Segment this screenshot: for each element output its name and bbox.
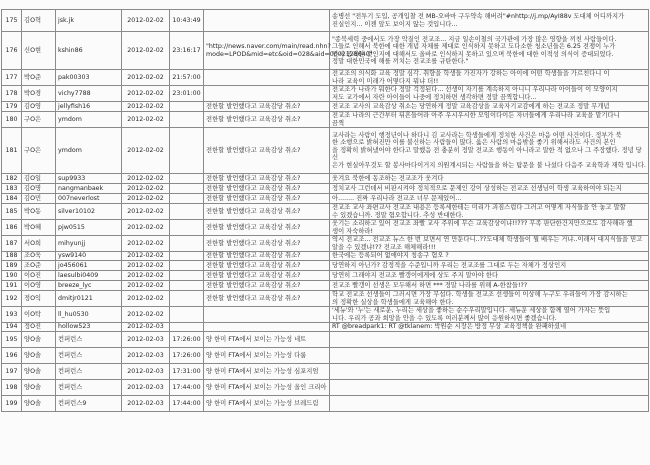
author-name: 신O현: [22, 32, 56, 70]
row-number: 197: [2, 364, 22, 380]
post-date: 2012-02-02: [122, 128, 170, 174]
comment-text: [330, 102, 649, 112]
post-date: 2012-02-02: [122, 261, 170, 271]
row-number: 198: [2, 380, 22, 396]
row-number: 180: [2, 112, 22, 128]
comment-text: [330, 220, 649, 236]
post-time: [170, 194, 204, 204]
comment-line: 수 있겠습니까. 정말 혐오합니다. 추성 반대한다.: [332, 211, 464, 219]
author-name: 양O솔: [22, 364, 56, 380]
comment-line: 교사라는 사람이 행정년이나 하다니 김 교사라는 학생들에게 정치한 사건은 마음 어떤 사건이다. 정부가 북: [332, 131, 622, 139]
comment-line: 저도 교가에서 자란 아이들이 나중에 정치하면 생각하면 정말 끔찍합니다...: [332, 93, 537, 101]
author-name: 양O솔: [22, 396, 56, 412]
comment-text: [330, 380, 649, 396]
comment-line: 한국에는 등록되어 없애야지 칭송구 혐오 ?: [332, 252, 449, 260]
post-time: 17:26:00: [170, 348, 204, 364]
comment-line: 전교조 교사 좌편교사 전교조 내용은 등록세한테는 미리가 괴짐스럽다 그러고 어떻게 자식들을 안 놓고 말할: [332, 204, 626, 212]
author-id: 컨퍼런스: [56, 332, 122, 348]
comment-line: 전교조의 의식화 교육 정말 심각. 취향을 학생들 가진자가 강하는 아이에 어떤 학생들을 가르친다니 이: [332, 70, 610, 78]
post-date: 2012-02-02: [122, 271, 170, 281]
table-row: [2, 281, 649, 291]
table-row: [2, 364, 649, 380]
comment-line: 끔찍: [332, 119, 345, 127]
author-name: 이O진: [22, 271, 56, 281]
post-time: [170, 261, 204, 271]
comment-line: 전교조 나라의 근간부터 뒤흔들어라 아주 우시우시한 모임이다이든 자녀들에게 우리나라 교육을 맡기다니: [332, 112, 620, 120]
post-time: [170, 102, 204, 112]
row-number: 188: [2, 252, 22, 261]
table-row: [2, 184, 649, 194]
author-name: 양O솔: [22, 348, 56, 364]
author-id: jellyfish16: [56, 102, 122, 112]
post-time: [170, 307, 204, 323]
post-subject: 전한할 발언했다고 교육감상 취소?: [204, 204, 330, 220]
post-date: 2012-02-02: [122, 10, 170, 32]
author-name: 김O혁: [22, 10, 56, 32]
table-row: [2, 323, 649, 332]
post-date: 2012-02-02: [122, 70, 170, 86]
post-subject: 전한할 발언했다고 교육감상 취소?: [204, 128, 330, 174]
author-id: ymdom: [56, 112, 122, 128]
author-id: kshin86: [56, 32, 122, 70]
comment-text: [330, 112, 649, 128]
author-name: 박O준: [22, 70, 56, 86]
author-id: dmitjr0121: [56, 291, 122, 307]
comment-line: '세뉴'와 '누'는 새로운, 누리는 세상을 좋하는 순수우리말입니다. 세뉴운 세상을 함께 열어 가자는 뜻입: [332, 307, 611, 315]
table-row: [2, 307, 649, 323]
author-id: 컨퍼런스9: [56, 396, 122, 412]
post-time: [170, 271, 204, 281]
post-subject: 전한할 발언했다고 교육감상 취소?: [204, 281, 330, 291]
post-subject: 양 한미 FTA에서 보이는 가능성 올인 크리아: [204, 380, 330, 396]
post-time: [170, 252, 204, 261]
row-number: 194: [2, 323, 22, 332]
author-name: 이O영: [22, 281, 56, 291]
row-number: 190: [2, 271, 22, 281]
post-date: 2012-02-03: [122, 332, 170, 348]
post-subject: 양 한미 FTA에서 보이는 가능성 다룸: [204, 348, 330, 364]
post-time: 23:01:00: [170, 86, 204, 102]
post-subject: 전한할 발언했다고 교육감상 취소?: [204, 291, 330, 307]
comment-text: [330, 323, 649, 332]
post-date: 2012-02-02: [122, 220, 170, 236]
row-number: 196: [2, 348, 22, 364]
author-id: silver10102: [56, 204, 122, 220]
post-time: [170, 291, 204, 307]
post-subject: 전한할 발언했다고 교육감당 취소?: [204, 102, 330, 112]
post-time: [170, 220, 204, 236]
author-id: breeze_lyc: [56, 281, 122, 291]
post-date: 2012-02-03: [122, 323, 170, 332]
table-row: [2, 380, 649, 396]
comment-text: [330, 86, 649, 102]
author-id: mihyunjj: [56, 236, 122, 252]
author-id: pjw0515: [56, 220, 122, 236]
comment-line: 학교 전교조 선생들이 그러시면 가장 무섭다. 학생들 전교조 선생들이 이상해 누구도 우리들이 가장 감시하는: [332, 291, 628, 299]
comment-line: 정치교사 그런데서 비판시켜야 정치적으로 문제인 강이 상성하는 전교조 선생님이 학생 교육하여야 되는지: [332, 184, 622, 192]
comment-line: 알을 수 있겠냐!?? 전교조 해체해라!!!: [332, 243, 436, 251]
row-number: 178: [2, 86, 22, 102]
post-date: 2012-02-02: [122, 86, 170, 102]
post-subject: 전한할 발언했다고 교육감상 취소?: [204, 252, 330, 261]
post-subject: 전한할 발언했다고 교육감상 취소?: [204, 112, 330, 128]
post-time: 17:31:00: [170, 364, 204, 380]
table-row: [2, 396, 649, 412]
post-date: 2012-02-02: [122, 236, 170, 252]
comment-line: 전교조가 나라가 뭐한다 정말 걱정된다... 선생이 자기를 계속하지 아니니 우리나라 아이들이 이 모양이지: [332, 86, 618, 94]
author-name: 이O탁: [22, 307, 56, 323]
row-number: 193: [2, 307, 22, 323]
table-row: [2, 86, 649, 102]
comment-line: 송병선 "전투기 도입, 공개입찰 전 MB-오바마 구두약속 해버려"#nhttp://j.mp/AyI88v 도대체 어디까지가: [332, 13, 625, 21]
author-name: 김O민: [22, 194, 56, 204]
author-name: 정O익: [22, 291, 56, 307]
post-time: [170, 281, 204, 291]
table-row: [2, 32, 649, 70]
post-subject: [204, 323, 330, 332]
table-row: [2, 291, 649, 307]
table-row: [2, 252, 649, 261]
post-subject: [204, 70, 330, 86]
post-subject: 전한할 발언했다고 교육감상 취소?: [204, 184, 330, 194]
comment-text: [330, 396, 649, 412]
comment-line: 웃겨요 북한에 동조하는 전교조가 웃겨다: [332, 174, 444, 182]
comment-text: [330, 10, 649, 32]
comment-text: [330, 236, 649, 252]
author-id: 007neverlost: [56, 194, 122, 204]
table-row: [2, 220, 649, 236]
post-date: 2012-02-02: [122, 184, 170, 194]
author-name: 김O일: [22, 174, 56, 184]
post-subject: "http://news.naver.com/main/read.nhn?mode=LPOD&mid=etc&oid=028&aid=0002128640": [204, 32, 330, 70]
author-id: ll_hu0530: [56, 307, 122, 323]
post-date: 2012-02-02: [122, 204, 170, 220]
post-subject: 전한할 발언했다고 교육감상 취소?: [204, 261, 330, 271]
post-date: 2012-02-03: [122, 380, 170, 396]
author-name: 박O혜: [22, 220, 56, 236]
author-name: 김O영: [22, 102, 56, 112]
post-date: 2012-02-02: [122, 307, 170, 323]
post-time: 23:16:17: [170, 32, 204, 70]
row-number: 186: [2, 220, 22, 236]
post-time: 17:44:00: [170, 380, 204, 396]
author-id: vichy7788: [56, 86, 122, 102]
comment-text: [330, 281, 649, 291]
table-row: [2, 10, 649, 32]
post-subject: 전한할 발언했다고 교육감상 취소?: [204, 271, 330, 281]
author-id: laesulbi0409: [56, 271, 122, 281]
comment-line: 니다. 우리가 공과 희망을 안을 수 있도록 여러분께서 많이 응원하시면 좋겠습니다.: [332, 314, 557, 322]
table-row: [2, 204, 649, 220]
table-row: [2, 271, 649, 281]
post-time: [170, 323, 204, 332]
author-id: ymdom: [56, 128, 122, 174]
table-row: [2, 174, 649, 184]
post-subject: 양 한미 FTA에서 보이는 가능성 네트: [204, 332, 330, 348]
post-time: [170, 128, 204, 174]
post-date: 2012-02-02: [122, 174, 170, 184]
table-row: [2, 112, 649, 128]
author-name: 박O경: [22, 86, 56, 102]
comment-line: 웃기는 소리하고 있어 전교조 좌빨 교사 주위에 무슨 교육감상이냐!!??? 무족 판단한건지만으로도 감사해라 했: [332, 220, 633, 228]
comment-line: 당연히 그래야지 전교조 빨갱이에게에 상도 주지 말아야 한다: [332, 271, 499, 279]
row-number: 192: [2, 291, 22, 307]
row-number: 189: [2, 261, 22, 271]
author-name: 구O은: [22, 128, 56, 174]
comment-line: 은가 현실아무것도 할 봉사마다이거지 의원계시되는 사람들을 하는 탐문을 불 나섰다 다음주 교육학과 재학 입니다.: [332, 161, 646, 169]
post-time: [170, 236, 204, 252]
table-row: [2, 236, 649, 252]
comment-line: 그들로 인해서 북한에 대한 개념 자체를 제대로 인식하지 못하고 도다소한 청소년들은 6.25 전쟁이 누가: [332, 43, 616, 51]
post-date: 2012-02-02: [122, 32, 170, 70]
post-date: 2012-02-02: [122, 194, 170, 204]
table-row: [2, 348, 649, 364]
post-subject: 전한할 발언했다고 교육감상 취소?: [204, 220, 330, 236]
post-time: [170, 204, 204, 220]
comment-line: 나라 교육이 미래가 어떻다지 뭐냐 더!!: [332, 77, 439, 85]
comment-table: [1, 9, 649, 412]
author-name: 양O솔: [22, 380, 56, 396]
post-date: 2012-02-03: [122, 396, 170, 412]
comment-text: [330, 184, 649, 194]
post-date: 2012-02-02: [122, 252, 170, 261]
post-date: 2012-02-02: [122, 112, 170, 128]
post-date: 2012-02-02: [122, 281, 170, 291]
comment-text: [330, 32, 649, 70]
comment-text: [330, 271, 649, 281]
author-name: 김O명: [22, 184, 56, 194]
post-time: 10:43:49: [170, 10, 204, 32]
post-time: 17:26:00: [170, 332, 204, 348]
comment-line: 먼저 공격한 것인지에 대해서도 올바로 인식하지 못하고 있으며 북한에 대한 이적성 의식이 증대되었다.: [332, 50, 614, 58]
post-subject: 양 한미 FTA에서 보이는 가능성 브레드림: [204, 396, 330, 412]
comment-text: [330, 194, 649, 204]
author-id: sup9933: [56, 174, 122, 184]
comment-text: [330, 204, 649, 220]
post-time: [170, 112, 204, 128]
post-time: 17:44:00: [170, 396, 204, 412]
post-subject: 전한할 발언했다고 교육감상 취소?: [204, 194, 330, 204]
table-row: [2, 261, 649, 271]
author-id: 컨퍼런스: [56, 348, 122, 364]
table-row: [2, 70, 649, 86]
post-time: 21:57:00: [170, 70, 204, 86]
row-number: 191: [2, 281, 22, 291]
comment-line: 한 소행으로 밝혀진만 이를 불신하는 사람들이 많다. 옳은 사람의 마음밖을 좋기 위해서라도 사건의 본인: [332, 139, 616, 147]
table-row: [2, 332, 649, 348]
comment-text: [330, 128, 649, 174]
author-id: 컨퍼런스: [56, 364, 122, 380]
comment-line: RT @breadpark1: RT @tklanem: 박원순 시장은 방정 무상 교육정책을 완패하셨네: [332, 323, 567, 331]
comment-text: [330, 307, 649, 323]
comment-line: 의 정확한 실상을 학생들에게 교육해야 한다.: [332, 298, 454, 306]
author-id: nangmanbaek: [56, 184, 122, 194]
post-date: 2012-02-03: [122, 364, 170, 380]
author-name: 조O준: [22, 261, 56, 271]
author-name: 구O은: [22, 112, 56, 128]
row-number: 176: [2, 32, 22, 70]
row-number: 184: [2, 194, 22, 204]
comment-line: 전교조 교사의 교육감상 취소는 당연하게 정말 교육감상을 교육자기교감에게 하는 전교조 정말 무개념: [332, 102, 610, 110]
author-id: 컨퍼런스: [56, 380, 122, 396]
post-subject: 양 한미 FTA에서 보이는 가능성 심포지엄: [204, 364, 330, 380]
author-name: 서O희: [22, 236, 56, 252]
comment-line: 을 정확히 밝혀냈어야 한다고 말했음 전 충분히 정말 전교조 행동이 아니라고 말한 적 없으나 그 주장했다. 정녕 당신: [332, 146, 642, 162]
comment-line: 당연하지 아닌가? 감정적을 수준입니까 우리는 전교조를 그대로 두는 자체가 정상인지: [332, 261, 567, 269]
comment-line: "종북세력 중에서도 가장 악질인 전교조... 지금 일손이철의 국가관에 가장 많은 영향을 끼친 사람들이다.: [332, 35, 617, 43]
row-number: 199: [2, 396, 22, 412]
post-subject: [204, 86, 330, 102]
row-number: 179: [2, 102, 22, 112]
comment-text: [330, 261, 649, 271]
author-id: jo456061: [56, 261, 122, 271]
post-date: 2012-02-03: [122, 348, 170, 364]
comment-line: 진실인지... 이젠 앞도 보이지 않는 것입니다...: [332, 20, 458, 28]
post-subject: 전한할 발언했다고 교육감상 취소?: [204, 174, 330, 184]
post-subject: 전한할 발언했다고 교육감상 취소?: [204, 236, 330, 252]
row-number: 182: [2, 174, 22, 184]
author-name: 양O솔: [22, 332, 56, 348]
comment-line: 아........ 진짜 우리나라 전교조 너무 문제있어...: [332, 194, 462, 202]
author-id: pak00303: [56, 70, 122, 86]
author-name: 박O동: [22, 204, 56, 220]
author-id: ysw9140: [56, 252, 122, 261]
author-name: 정O진: [22, 323, 56, 332]
table-row: [2, 194, 649, 204]
comment-line: 정말 대한민국에 해를 끼치는 전교조를 규탄한다.": [332, 57, 469, 65]
comment-line: 전교조 빨갱이 선생은 모두해서 하면 *** 정말 나라를 위해 A-한참들!??: [332, 281, 528, 289]
row-number: 195: [2, 332, 22, 348]
comment-text: [330, 174, 649, 184]
row-number: 177: [2, 70, 22, 86]
comment-text: [330, 364, 649, 380]
post-date: 2012-02-02: [122, 102, 170, 112]
row-number: 181: [2, 128, 22, 174]
post-date: 2012-02-02: [122, 291, 170, 307]
row-number: 175: [2, 10, 22, 32]
table-row: [2, 102, 649, 112]
comment-text: [330, 332, 649, 348]
comment-text: [330, 348, 649, 364]
author-name: 조O욱: [22, 252, 56, 261]
row-number: 183: [2, 184, 22, 194]
row-number: 185: [2, 204, 22, 220]
post-subject: [204, 10, 330, 32]
comment-text: [330, 291, 649, 307]
author-id: hollow523: [56, 323, 122, 332]
author-id: jsk.jk: [56, 10, 122, 32]
post-time: [170, 174, 204, 184]
table-row: [2, 128, 649, 174]
comment-text: [330, 252, 649, 261]
row-number: 187: [2, 236, 22, 252]
post-subject: [204, 307, 330, 323]
comment-line: 역시 전교조... 전교조 뉴스 한 번 보면서 연 만둔다니..??도대체 학생들이 뭘 배우는 거냐..이래서 대지식들을 믿고: [332, 236, 643, 244]
comment-text: [330, 70, 649, 86]
comment-line: 생이 자숙하라!: [332, 227, 374, 235]
post-time: [170, 184, 204, 194]
